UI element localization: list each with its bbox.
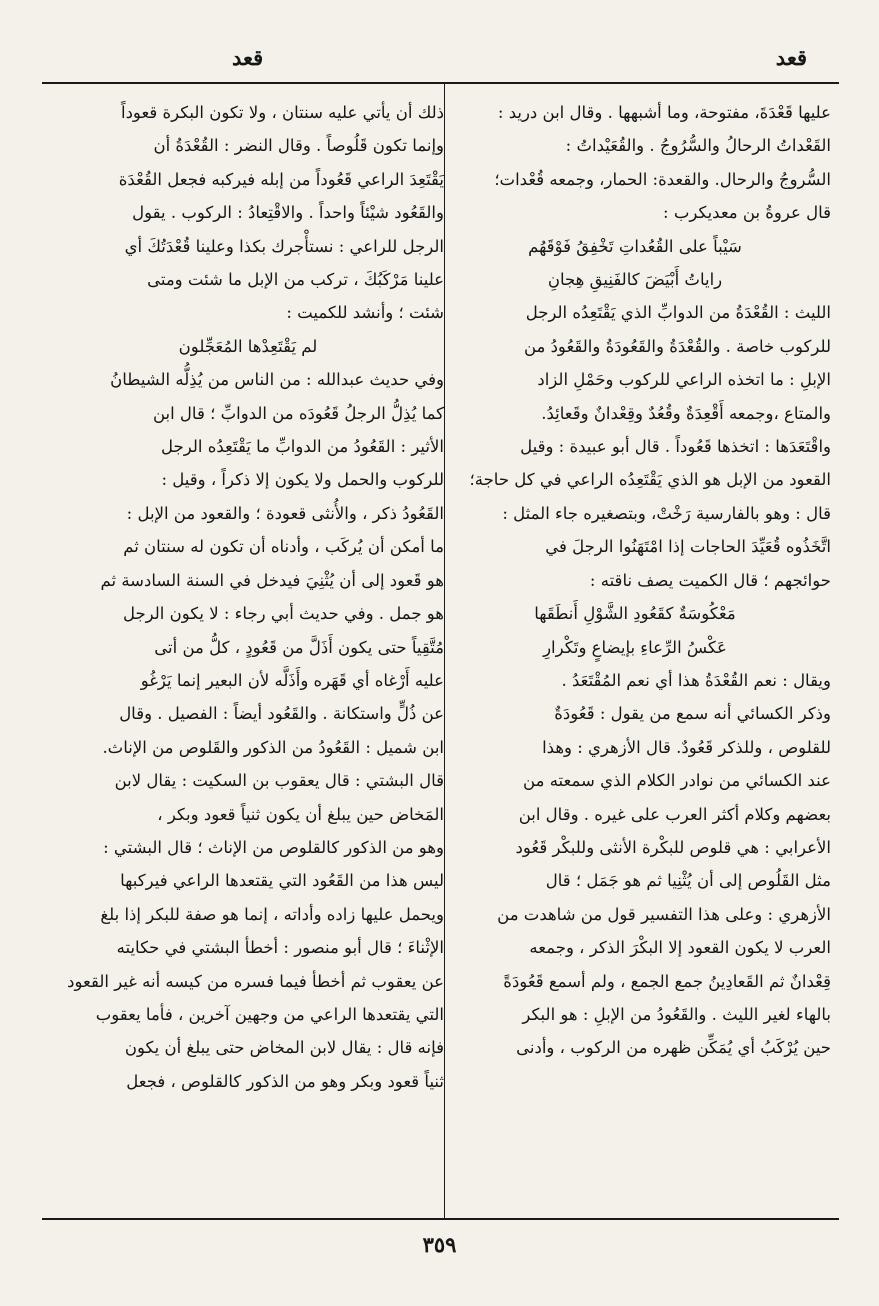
text-line: القَعْداتُ الرحالُ والسُّرُوجُ . والقُعَيْداتُ :	[565, 136, 831, 156]
text-line: ويقال : نعم القُعْدَةُ هذا أي نعم المُقْتَعَدُ .	[561, 670, 831, 690]
text-line: ويحمل عليها زاده وأداته ، إنما هو صفة للبكر إذا بلغ	[100, 904, 444, 924]
text-line: عن ذُلٍّ واستكانة . والقَعُود أيضاً : الفصيل . وقال	[119, 704, 444, 724]
text-line: يَقْتَعِدَ الراعي قَعُوداً من إبله فيركبه فجعل القُعْدَة	[118, 169, 444, 189]
header-rule	[42, 82, 839, 84]
text-line: السُّروجُ والرحال. والقعدة: الحمار، وجمعه قُعْدات؛	[494, 169, 831, 189]
text-line: هو قَعود إلى أن يُثْنِيَ فيدخل في السنة السادسة ثم	[100, 570, 444, 590]
poem-verse	[439, 597, 831, 664]
text-line: التي يقتعدها الراعي من وجهين آخرين ، فأما يعقوب	[95, 1004, 444, 1024]
text-line: وهو من الذكور كالقلوص من الإناث ؛ قال البشتي :	[103, 837, 444, 857]
left-column-text	[52, 363, 444, 1098]
left-column	[52, 96, 444, 1214]
left-column-text	[52, 96, 444, 330]
text-line: حين يُرْكَبُ أي يُمَكِّن ظهره من الركوب ، وأدنى	[516, 1038, 831, 1058]
text-line: العرب لا يكون القعود إلا البكْرَ الذكر ، وجمعه	[529, 938, 831, 958]
text-line: واقْتَعَدَها : اتخذها قَعُوداً . قال أبو عبيدة : وقيل	[520, 437, 831, 457]
verse-hemistich: راياتُ أَبْيَضَ كالفَنِيقِ هِجانِ	[547, 270, 723, 290]
text-line: حوائجهم ؛ قال الكميت يصف ناقته :	[589, 570, 831, 590]
text-line: اتَّخَذُوه قُعَيِّدَ الحاجات إذا امْتَهَنُوا الرجلَ في	[545, 537, 831, 557]
text-line: الأثير : القَعُودُ من الدوابِّ ما يَقْتَعِدُه الرجل	[161, 437, 444, 457]
text-line: قال عروةُ بن معديكرب :	[663, 203, 831, 223]
text-line: بعضهم وكلام أكثر العرب على غيره . وقال ابن	[518, 804, 831, 824]
running-headword-left: قعد	[232, 45, 264, 70]
running-headword-right: قعد	[775, 45, 807, 70]
text-line: والمتاع ،وجمعه أَقْعِدَةٌ وقُعُدٌ وقِعْدانٌ وقَعائِدُ.	[541, 403, 831, 423]
poem-verse	[439, 230, 831, 297]
text-line: ليس هذا من القَعُود التي يقتعدها الراعي فيركبها	[120, 871, 444, 891]
poem-verse	[52, 330, 444, 363]
text-line: الإبلِ : ما اتخذه الراعي للركوب وحَمْلِ الزاد	[537, 370, 831, 390]
text-line: فإنه قال : يقال لابن المخاض حتى يبلغ أن يكون	[124, 1038, 444, 1058]
text-line: مثل القَلُوص إلى أن يُثْنِيا ثم هو جَمَل ؛ قال	[545, 871, 831, 891]
text-line: وفي حديث عبدالله : من الناس من يُذِلُّه الشيطانُ	[110, 370, 444, 390]
verse-hemistich: عَكْسُ الرِّعاءِ بإيضاعٍ وتَكْرارِ	[543, 637, 727, 657]
text-line: الأعرابي : هي قلوص للبكْرة الأنثى وللبكْر قَعُود	[515, 837, 831, 857]
text-line: الأزهري : وعلى هذا التفسير قول من شاهدت من	[497, 904, 831, 924]
text-line: بالهاء لغير الليث . والقَعُودُ من الإبلِ : هو البكر	[522, 1004, 831, 1024]
text-line: ذلك أن يأتي عليه سنتان ، ولا تكون البكرة قعوداً	[120, 103, 444, 122]
text-line: شئت ؛ وأنشد للكميت :	[286, 303, 444, 323]
text-line: هو جمل . وفي حديث أبي رجاء : لا يكون الرجل	[122, 604, 444, 624]
text-line: والقَعُود شيْئاً واحداً . والاقْتِعادُ : الركوب . يقول	[132, 203, 444, 223]
text-line: القَعُودُ ذكر ، والأُنثى قعودة ؛ والقعود من الإبل :	[126, 503, 444, 523]
text-line: للقلوص ، وللذكر قَعُودٌ. قال الأزهري : وهذا	[542, 737, 831, 757]
text-line: قال البشتي : قال يعقوب بن السكيت : يقال لابن	[114, 771, 444, 791]
text-line: كما يُذِلُّ الرجلُ قَعُودَه من الدوابِّ ؛ قال ابن	[152, 403, 444, 423]
right-column-text	[439, 296, 831, 597]
text-line: للركوب خاصة . والقُعْدَةُ والقَعُودَةُ والقَعُودُ من	[523, 336, 831, 356]
text-line: قِعْدانٌ ثم القَعادِينُ جمع الجمع ، ولم أسمع قَعُودَةً	[503, 971, 831, 991]
text-line: وذكر الكسائي أنه سمع من يقول : قَعُودَةٌ	[554, 704, 831, 724]
right-column-text	[439, 664, 831, 1065]
text-line: الإثْناءَ ؛ قال أبو منصور : أخطأ البشتي في حكايته	[116, 938, 444, 958]
text-line: الرجل للراعي : نستأْجرك بكذا وعلينا قُعْدَتُكَ أي	[124, 236, 444, 256]
text-line: القعود من الإبل هو الذي يَقْتَعِدُه الراعي في كل حاجة؛	[469, 470, 831, 490]
text-line: ما أمكن أن يُركَب ، وأدناه أن تكون له سنتان ثم	[123, 537, 444, 557]
text-line: عليه أَرْغاه أي قَهَره وأَذَلَّه لأن البعير إنما يَرْغُو	[140, 670, 444, 690]
text-line: قال : وهو بالفارسية رَخْتْ، وبتصغيره جاء المثل :	[502, 503, 831, 523]
text-line: عن يعقوب ثم أخطأ فيما فسره من كيسه أنه غير القعود	[67, 971, 444, 991]
text-line: للركوب والحمل ولا يكون إلا ذكراً ، وقيل :	[161, 470, 444, 490]
text-line: مُتَّقِياً حتى يكون أَذَلَّ من قَعُودٍ ، كلُّ من أتى	[154, 637, 444, 657]
text-line: المَخاض حين يبلغ أن يكون ثنياً قعود وبكر ،	[157, 804, 444, 824]
text-line: علينا مَرْكَبُكَ ، تركب من الإبل ما شئت ومتى	[147, 270, 444, 290]
text-line: ثنياً قعود وبكر وهو من الذكور كالقلوص ، فجعل	[126, 1071, 444, 1091]
right-column	[439, 96, 831, 1214]
text-line: ابن شميل : القَعُودُ من الذكور والقَلوص من الإناث.	[102, 737, 444, 757]
text-line: عليها قَعْدَةَ، مفتوحة، وما أشبهها . وقال ابن دريد :	[497, 103, 831, 122]
text-line: الليث : القُعْدَةُ من الدوابِّ الذي يَقْتَعِدُه الرجل	[525, 303, 831, 323]
text-line: وإنما تكون قَلُوصاً . وقال النضر : القُعْدَةُ أن	[153, 136, 444, 156]
verse-hemistich: سَيْباً على القُعُداتِ تَخْفِقُ فَوْقَهُم	[528, 236, 742, 256]
verse-hemistich: مَعْكُوسَةٌ كقَعُودِ الشَّوْلِ أَنطَقَها	[534, 604, 736, 624]
verse-hemistich: لم يَقْتَعِدْها المُعَجِّلون	[178, 336, 318, 356]
footer-rule	[42, 1218, 839, 1220]
text-line: عند الكسائي من نوادر الكلام الذي سمعته من	[523, 771, 831, 791]
page-number: ٣٥٩	[422, 1232, 457, 1257]
right-column-text	[439, 96, 831, 230]
